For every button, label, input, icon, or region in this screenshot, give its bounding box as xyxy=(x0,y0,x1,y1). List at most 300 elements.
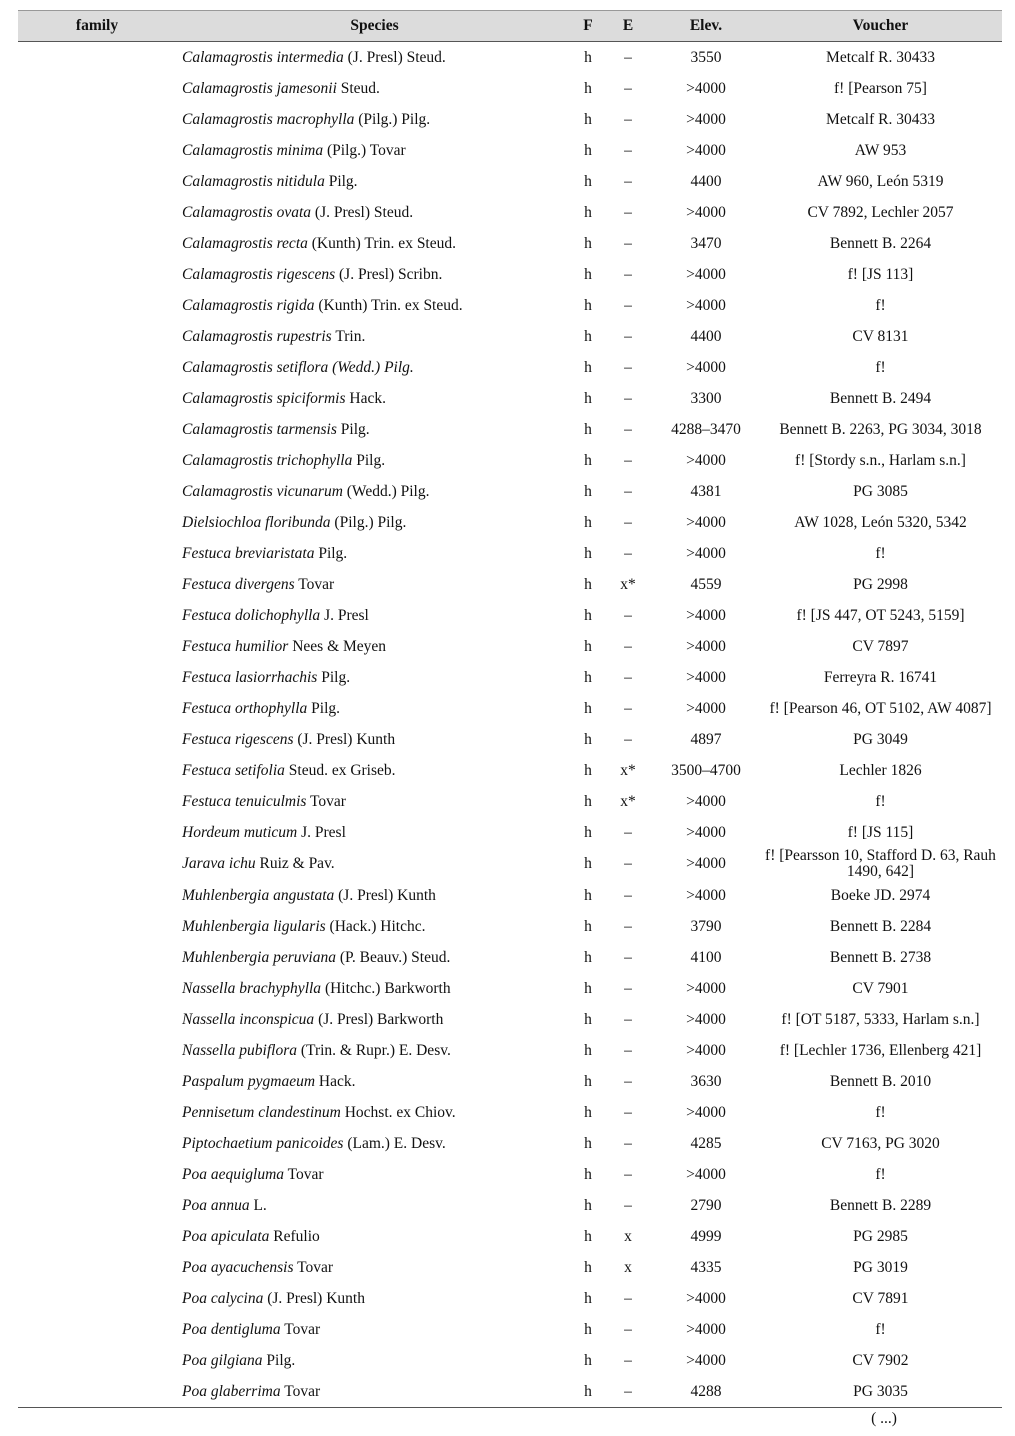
species-cell xyxy=(176,724,573,755)
table-row xyxy=(18,973,1002,1004)
species-author: J. Presl xyxy=(320,606,369,624)
species-author: (J. Presl) Barkworth xyxy=(314,1010,444,1028)
elev-cell: 4400 xyxy=(690,172,722,190)
family-cell xyxy=(18,693,176,724)
species-name: Festuca rigescens xyxy=(182,730,294,748)
f-cell: h xyxy=(584,79,592,97)
e-cell: – xyxy=(624,420,632,438)
table-row xyxy=(18,414,1002,445)
species-name: Calamagrostis macrophylla xyxy=(182,110,355,128)
elev-cell: >4000 xyxy=(686,855,726,872)
elev-cell: >4000 xyxy=(686,1103,726,1121)
family-cell xyxy=(18,383,176,414)
species-name: Calamagrostis intermedia xyxy=(182,48,344,66)
f-cell: h xyxy=(584,110,592,128)
e-cell: – xyxy=(624,1134,632,1152)
voucher-cell: Metcalf R. 30433 xyxy=(826,110,935,128)
species-author: Tovar xyxy=(284,1165,324,1183)
species-name: Festuca setifolia xyxy=(182,761,285,779)
elev-cell: >4000 xyxy=(686,1165,726,1183)
species-author: (P. Beauv.) Steud. xyxy=(335,948,451,966)
voucher-cell: f! xyxy=(875,544,886,562)
species-name: Festuca divergens xyxy=(182,575,295,593)
species-table xyxy=(18,10,1002,1408)
e-cell: – xyxy=(624,1103,632,1121)
family-cell xyxy=(18,942,176,973)
elev-cell: 3470 xyxy=(690,234,722,252)
species-cell xyxy=(176,1190,573,1221)
species-name: Poa gilgiana xyxy=(182,1351,263,1369)
family-cell xyxy=(18,166,176,197)
elev-cell: >4000 xyxy=(686,637,726,655)
elev-cell: 2790 xyxy=(690,1196,722,1214)
f-cell: h xyxy=(584,855,592,872)
family-cell xyxy=(18,600,176,631)
e-cell: – xyxy=(624,1072,632,1090)
species-name: Poa calycina xyxy=(182,1289,264,1307)
voucher-cell: AW 960, León 5319 xyxy=(817,172,944,190)
family-cell xyxy=(18,290,176,321)
species-table-container xyxy=(18,10,1002,1408)
elev-cell: 4897 xyxy=(690,730,722,748)
species-author: (Hitchc.) Barkworth xyxy=(321,979,451,997)
family-cell xyxy=(18,880,176,911)
table-row xyxy=(18,445,1002,476)
table-row xyxy=(18,1128,1002,1159)
e-cell: – xyxy=(624,358,632,376)
e-cell: – xyxy=(624,1351,632,1369)
species-author: Pilg. xyxy=(307,699,341,717)
species-author: Pilg. xyxy=(262,1351,296,1369)
species-name: Calamagrostis jamesonii xyxy=(182,79,337,97)
e-cell: – xyxy=(624,327,632,345)
table-row xyxy=(18,104,1002,135)
f-cell: h xyxy=(584,1227,592,1245)
table-row xyxy=(18,1190,1002,1221)
elev-cell: >4000 xyxy=(686,668,726,686)
family-cell xyxy=(18,476,176,507)
family-cell xyxy=(18,197,176,228)
voucher-cell: CV 8131 xyxy=(852,327,909,345)
family-cell xyxy=(18,1159,176,1190)
f-cell: h xyxy=(584,637,592,655)
family-cell xyxy=(18,817,176,848)
species-cell xyxy=(176,1035,573,1066)
e-cell: – xyxy=(624,110,632,128)
species-author: (Lam.) E. Desv. xyxy=(343,1134,446,1152)
family-cell xyxy=(18,848,176,880)
species-author: Steud. xyxy=(336,79,380,97)
voucher-cell: Bennett B. 2264 xyxy=(829,234,932,252)
e-cell: – xyxy=(624,637,632,655)
table-row xyxy=(18,1004,1002,1035)
table-row xyxy=(18,73,1002,104)
voucher-cell: Boeke JD. 2974 xyxy=(830,886,931,904)
e-cell: x* xyxy=(620,575,636,593)
species-author: Trin. xyxy=(331,327,366,345)
f-cell: h xyxy=(584,979,592,997)
species-cell xyxy=(176,880,573,911)
f-cell: h xyxy=(584,606,592,624)
table-row xyxy=(18,942,1002,973)
species-name: Hordeum muticum xyxy=(182,823,298,841)
table-row xyxy=(18,880,1002,911)
voucher-cell: CV 7897 xyxy=(852,637,909,655)
e-cell: – xyxy=(624,948,632,966)
elev-cell: 4400 xyxy=(690,327,722,345)
voucher-cell: f! [JS 115] xyxy=(847,823,914,841)
voucher-cell: CV 7892, Lechler 2057 xyxy=(807,203,954,221)
family-cell xyxy=(18,42,176,74)
species-cell xyxy=(176,631,573,662)
species-cell xyxy=(176,1283,573,1314)
species-author: Steud. ex Griseb. xyxy=(284,761,396,779)
family-cell xyxy=(18,662,176,693)
elev-cell: >4000 xyxy=(686,110,726,128)
species-cell xyxy=(176,414,573,445)
species-cell xyxy=(176,290,573,321)
elev-cell: 4559 xyxy=(690,575,722,593)
species-name: Calamagrostis spiciformis xyxy=(182,389,346,407)
f-cell: h xyxy=(584,1041,592,1059)
elev-cell: >4000 xyxy=(686,1320,726,1338)
elev-cell: >4000 xyxy=(686,513,726,531)
table-row xyxy=(18,538,1002,569)
species-name: Jarava ichu xyxy=(182,855,256,872)
continued-marker: ( ...) xyxy=(871,1410,897,1427)
f-cell: h xyxy=(584,141,592,159)
species-name: Muhlenbergia peruviana xyxy=(182,948,336,966)
table-row xyxy=(18,1283,1002,1314)
table-row xyxy=(18,1314,1002,1345)
table-row xyxy=(18,848,1002,880)
elev-cell: 3300 xyxy=(690,389,722,407)
table-row xyxy=(18,911,1002,942)
family-cell xyxy=(18,1004,176,1035)
table-row xyxy=(18,600,1002,631)
species-author: Hack. xyxy=(345,389,386,407)
voucher-cell: AW 1028, León 5320, 5342 xyxy=(794,513,967,531)
header-f: F xyxy=(573,11,603,42)
voucher-cell: f! [JS 447, OT 5243, 5159] xyxy=(796,606,965,624)
table-row xyxy=(18,631,1002,662)
species-cell xyxy=(176,1314,573,1345)
species-author: (J. Presl) Steud. xyxy=(311,203,414,221)
species-author: (Hack.) Hitchc. xyxy=(325,917,426,935)
family-cell xyxy=(18,569,176,600)
e-cell: – xyxy=(624,855,632,872)
voucher-cell: f! [OT 5187, 5333, Harlam s.n.] xyxy=(781,1010,980,1028)
species-author: Pilg. xyxy=(317,668,351,686)
table-row xyxy=(18,1066,1002,1097)
family-cell xyxy=(18,321,176,352)
table-row xyxy=(18,42,1002,74)
e-cell: – xyxy=(624,668,632,686)
voucher-cell: f! xyxy=(875,792,886,810)
species-name: Festuca dolichophylla xyxy=(182,606,321,624)
voucher-cell: CV 7901 xyxy=(852,979,909,997)
f-cell: h xyxy=(584,730,592,748)
elev-cell: 3630 xyxy=(690,1072,722,1090)
species-author: J. Presl xyxy=(297,823,346,841)
f-cell: h xyxy=(584,699,592,717)
species-author: (J. Presl) Kunth xyxy=(293,730,396,748)
family-cell xyxy=(18,1345,176,1376)
species-name: Poa ayacuchensis xyxy=(182,1258,294,1276)
voucher-cell: PG 2985 xyxy=(853,1227,908,1245)
species-name: Festuca breviaristata xyxy=(182,544,315,562)
e-cell: – xyxy=(624,823,632,841)
f-cell: h xyxy=(584,544,592,562)
species-author: (J. Presl) Kunth xyxy=(334,886,436,904)
e-cell: – xyxy=(624,1320,632,1338)
e-cell: – xyxy=(624,48,632,66)
voucher-cell: f! xyxy=(875,358,886,376)
e-cell: – xyxy=(624,389,632,407)
species-cell xyxy=(176,538,573,569)
elev-cell: >4000 xyxy=(686,79,726,97)
family-cell xyxy=(18,135,176,166)
voucher-cell: Metcalf R. 30433 xyxy=(826,48,935,66)
elev-cell: 4335 xyxy=(690,1258,722,1276)
voucher-cell: Ferreyra R. 16741 xyxy=(823,668,938,686)
species-cell xyxy=(176,383,573,414)
elev-cell: >4000 xyxy=(686,979,726,997)
elev-cell: 4288–3470 xyxy=(671,420,741,438)
voucher-cell: PG 3049 xyxy=(853,730,908,748)
e-cell: – xyxy=(624,1041,632,1059)
species-cell xyxy=(176,259,573,290)
family-cell xyxy=(18,786,176,817)
table-row xyxy=(18,817,1002,848)
species-author: (J. Presl) Kunth xyxy=(263,1289,365,1307)
species-cell xyxy=(176,352,573,383)
header-family: family xyxy=(18,11,176,42)
f-cell: h xyxy=(584,1134,592,1152)
family-cell xyxy=(18,755,176,786)
f-cell: h xyxy=(584,265,592,283)
table-row xyxy=(18,197,1002,228)
voucher-cell: CV 7902 xyxy=(852,1351,909,1369)
species-author: Nees & Meyen xyxy=(288,637,387,655)
table-row xyxy=(18,135,1002,166)
species-cell xyxy=(176,817,573,848)
species-name: Paspalum pygmaeum xyxy=(182,1072,316,1090)
species-author: Ruiz & Pav. xyxy=(255,855,335,872)
voucher-cell: PG 2998 xyxy=(853,575,908,593)
e-cell: – xyxy=(624,979,632,997)
f-cell: h xyxy=(584,886,592,904)
f-cell: h xyxy=(584,296,592,314)
table-row xyxy=(18,662,1002,693)
elev-cell: >4000 xyxy=(686,358,726,376)
e-cell: – xyxy=(624,234,632,252)
species-name: Poa apiculata xyxy=(182,1227,270,1245)
e-cell: x* xyxy=(620,761,636,779)
elev-cell: >4000 xyxy=(686,886,726,904)
family-cell xyxy=(18,414,176,445)
species-author: (Trin. & Rupr.) E. Desv. xyxy=(296,1041,451,1059)
species-cell xyxy=(176,1128,573,1159)
species-cell xyxy=(176,1066,573,1097)
e-cell: – xyxy=(624,203,632,221)
f-cell: h xyxy=(584,1196,592,1214)
family-cell xyxy=(18,1221,176,1252)
voucher-cell: f! [Pearson 46, OT 5102, AW 4087] xyxy=(769,699,992,717)
e-cell: – xyxy=(624,606,632,624)
elev-cell: 4288 xyxy=(653,1376,759,1408)
species-name: Dielsiochloa floribunda xyxy=(182,513,331,531)
species-author: Pilg. xyxy=(314,544,348,562)
species-author: (Pilg.) Pilg. xyxy=(330,513,407,531)
table-row xyxy=(18,1345,1002,1376)
species-author: Tovar xyxy=(280,1382,321,1400)
table-row xyxy=(18,259,1002,290)
family-cell xyxy=(18,507,176,538)
species-cell xyxy=(176,104,573,135)
table-row xyxy=(18,1159,1002,1190)
species-author: (Pilg.) Pilg. xyxy=(354,110,431,128)
e-cell: x xyxy=(624,1227,632,1245)
species-name: Calamagrostis nitidula xyxy=(182,172,325,190)
elev-cell: >4000 xyxy=(686,823,726,841)
voucher-cell: Bennett B. 2289 xyxy=(829,1196,932,1214)
e-cell: – xyxy=(624,172,632,190)
family-cell xyxy=(18,73,176,104)
voucher-cell: PG 3019 xyxy=(853,1258,908,1276)
species-name: Festuca tenuiculmis xyxy=(182,792,307,810)
e-cell: – xyxy=(624,265,632,283)
voucher-cell: CV 7891 xyxy=(852,1289,909,1307)
family-cell xyxy=(18,1066,176,1097)
species-name: Pennisetum clandestinum xyxy=(182,1103,341,1121)
table-row xyxy=(18,1221,1002,1252)
species-name: Muhlenbergia angustata xyxy=(182,886,335,904)
species-cell xyxy=(176,600,573,631)
voucher-cell: f! xyxy=(875,1165,886,1183)
species-author: Hochst. ex Chiov. xyxy=(340,1103,456,1121)
species-cell xyxy=(176,228,573,259)
species-cell xyxy=(176,911,573,942)
elev-cell: >4000 xyxy=(686,606,726,624)
species-author: (Wedd.) Pilg. xyxy=(342,482,430,500)
table-row xyxy=(18,693,1002,724)
table-row xyxy=(18,569,1002,600)
species-name: Poa glaberrima xyxy=(182,1382,281,1400)
species-cell xyxy=(176,1159,573,1190)
species-name: Calamagrostis trichophylla xyxy=(182,451,353,469)
species-name: Poa annua xyxy=(182,1196,250,1214)
species-name: Festuca orthophylla xyxy=(182,699,308,717)
table-header-row xyxy=(18,11,1002,42)
header-species: Species xyxy=(176,11,573,42)
e-cell: – xyxy=(624,730,632,748)
f-cell: h xyxy=(584,482,592,500)
table-row xyxy=(18,1252,1002,1283)
e-cell: – xyxy=(624,1165,632,1183)
species-author: Pilg. xyxy=(336,420,370,438)
e-cell: – xyxy=(624,699,632,717)
species-name: Calamagrostis rupestris xyxy=(182,327,332,345)
species-cell xyxy=(176,1376,573,1408)
species-cell xyxy=(176,166,573,197)
family-cell xyxy=(18,631,176,662)
species-author: Tovar xyxy=(306,792,346,810)
f-cell: h xyxy=(584,668,592,686)
family-cell xyxy=(18,1035,176,1066)
species-cell xyxy=(176,135,573,166)
species-cell xyxy=(176,1252,573,1283)
family-cell xyxy=(18,973,176,1004)
elev-cell: >4000 xyxy=(686,699,726,717)
elev-cell: >4000 xyxy=(686,1351,726,1369)
species-cell xyxy=(176,42,573,74)
species-cell xyxy=(176,755,573,786)
table-row xyxy=(18,352,1002,383)
species-cell xyxy=(176,786,573,817)
species-cell xyxy=(176,1097,573,1128)
species-name: Poa aequigluma xyxy=(182,1165,285,1183)
species-name: Calamagrostis rigescens xyxy=(182,265,336,283)
species-author: (J. Presl) Steud. xyxy=(343,48,446,66)
voucher-cell: f! [Lechler 1736, Ellenberg 421] xyxy=(779,1041,982,1059)
species-cell xyxy=(176,973,573,1004)
species-author: Tovar xyxy=(293,1258,334,1276)
voucher-cell: Bennett B. 2284 xyxy=(829,917,932,935)
species-cell xyxy=(176,445,573,476)
table-row xyxy=(18,507,1002,538)
f-cell: h xyxy=(584,1010,592,1028)
elev-cell: >4000 xyxy=(686,265,726,283)
species-name: Calamagrostis vicunarum xyxy=(182,482,343,500)
voucher-cell: f! [Pearson 75] xyxy=(834,79,927,97)
elev-cell: >4000 xyxy=(686,296,726,314)
table-row xyxy=(18,290,1002,321)
e-cell: – xyxy=(624,917,632,935)
f-cell: h xyxy=(584,389,592,407)
species-author: L. xyxy=(249,1196,267,1214)
elev-cell: 3500–4700 xyxy=(671,761,741,779)
e-cell: x xyxy=(624,1258,632,1276)
species-cell xyxy=(176,1004,573,1035)
species-author: (Pilg.) Tovar xyxy=(323,141,406,159)
voucher-cell: Bennett B. 2738 xyxy=(829,948,932,966)
f-cell: h xyxy=(584,1320,592,1338)
elev-cell: >4000 xyxy=(686,1289,726,1307)
species-name: Festuca lasiorrhachis xyxy=(182,668,318,686)
family-cell xyxy=(18,538,176,569)
voucher-cell: f! [Pearsson 10, Stafford D. 63, Rauh 1490, 642] xyxy=(765,847,996,880)
species-name: Calamagrostis tarmensis xyxy=(182,420,337,438)
family-cell xyxy=(18,1283,176,1314)
family-cell xyxy=(18,445,176,476)
voucher-cell: CV 7163, PG 3020 xyxy=(821,1134,940,1152)
species-author: Refulio xyxy=(269,1227,320,1245)
family-cell xyxy=(18,104,176,135)
family-cell xyxy=(18,1314,176,1345)
f-cell: h xyxy=(584,575,592,593)
species-name: Calamagrostis recta xyxy=(182,234,308,252)
species-name: Calamagrostis setiflora (Wedd.) Pilg. xyxy=(182,358,414,376)
table-row xyxy=(18,1376,1002,1408)
species-name: Calamagrostis rigida xyxy=(182,296,315,314)
e-cell: – xyxy=(624,141,632,159)
f-cell: h xyxy=(584,234,592,252)
elev-cell: >4000 xyxy=(686,141,726,159)
f-cell: h xyxy=(584,1165,592,1183)
elev-cell: >4000 xyxy=(686,1010,726,1028)
species-name: Nassella inconspicua xyxy=(182,1010,315,1028)
